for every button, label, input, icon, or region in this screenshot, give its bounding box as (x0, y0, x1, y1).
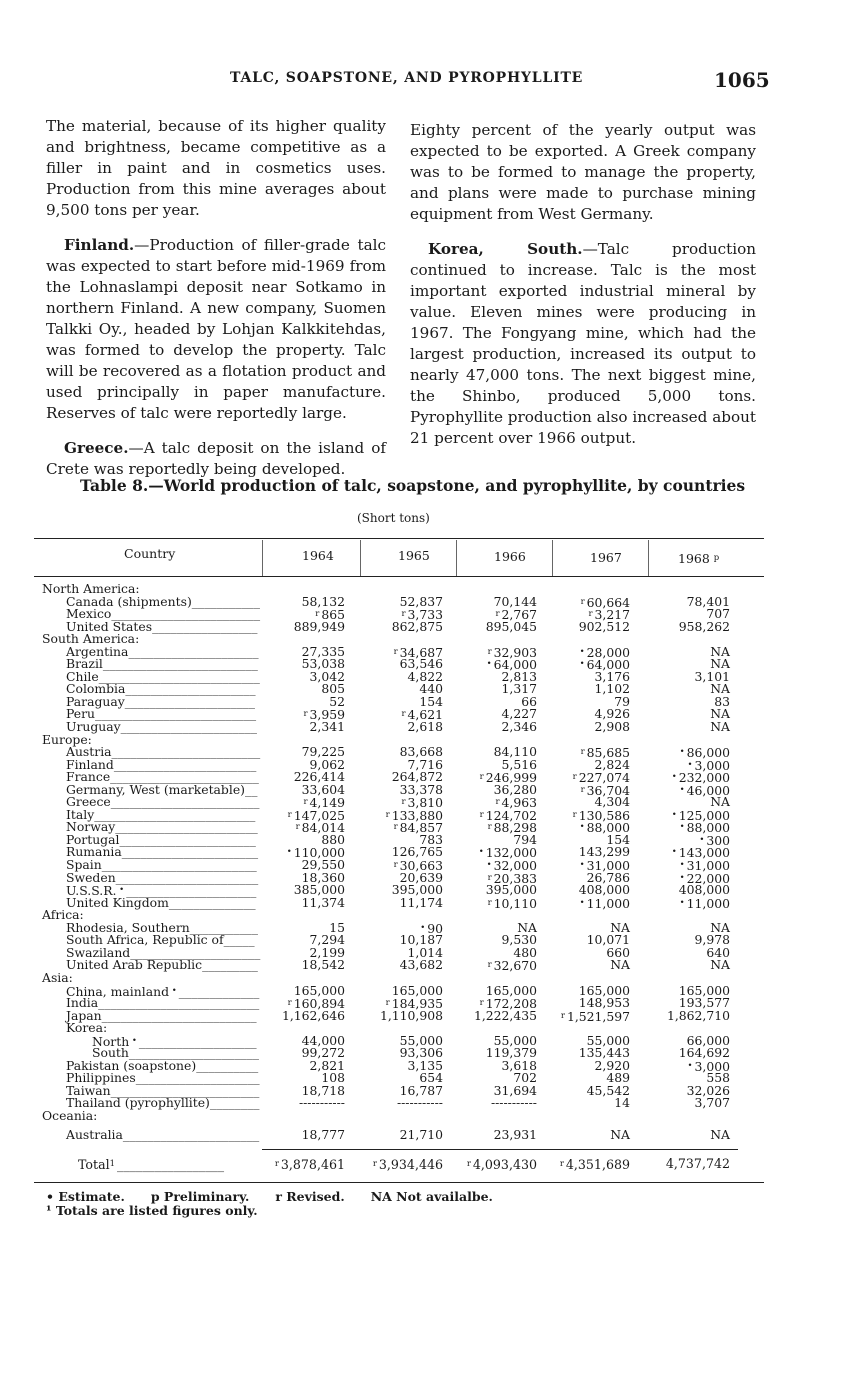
value-cell: $^r$ 124,702 (479, 807, 537, 823)
country-label: Colombia_____________________ (66, 681, 256, 697)
value-cell: $^r$ 85,685 (580, 745, 630, 761)
value-cell: • 88,000 (579, 820, 630, 836)
value-cell: 1,862,710 (666, 1007, 730, 1023)
value-cell: • 64,000 (579, 657, 630, 673)
value-cell: 154 (419, 693, 443, 709)
table-top-rule (34, 538, 764, 539)
value-cell: 1,110,908 (379, 1007, 443, 1023)
country-label: Brazil_________________________ (66, 656, 258, 672)
value-cell: 4,227 (501, 706, 537, 722)
value-cell: • 132,000 (478, 845, 537, 861)
value-cell: $^r$ 34,687 (393, 644, 443, 660)
value-cell: • 46,000 (679, 782, 730, 798)
total-1966: $^r$ 4,093,430 (466, 1157, 537, 1172)
table-title: Table 8.—World production of talc, soapstone, and pyrophyllite, by countries (80, 476, 746, 495)
value-cell: 2,821 (309, 1057, 345, 1073)
country-label: Greece________________________ (66, 794, 260, 810)
value-cell: 2,618 (407, 719, 443, 735)
header-country: Country (124, 546, 176, 561)
value-cell: 395,000 (485, 882, 537, 898)
value-cell: 3,176 (594, 668, 630, 684)
value-cell: $^r$ 1,521,597 (560, 1008, 630, 1024)
country-label: Uruguay______________________ (66, 719, 257, 735)
header-1968: 1968 $^p$ (678, 551, 720, 566)
value-cell: NA (710, 719, 730, 735)
value-cell: 264,872 (391, 769, 443, 785)
total-rule (262, 1149, 738, 1150)
value-cell: • 3,000 (687, 1058, 730, 1074)
value-cell: 702 (513, 1070, 537, 1086)
total-1967: $^r$ 4,351,689 (559, 1157, 630, 1172)
paragraph: Eighty percent of the yearly output was expected to be exported. A Greek company was to be formed to manage the property, and plans were made to purchase mining equipment from West Germany. (410, 121, 756, 223)
value-cell: 66 (521, 693, 537, 709)
value-cell: 880 (321, 831, 345, 847)
country-label: France________________________ (66, 769, 259, 785)
value-cell: $^r$ 60,664 (580, 594, 630, 610)
value-cell: 9,978 (694, 932, 730, 948)
value-cell: 66,000 (686, 1032, 730, 1048)
country-row (0, 1097, 859, 1110)
value-cell: 1,014 (407, 944, 443, 960)
table-body (0, 583, 859, 1141)
value-cell: • 11,000 (679, 895, 730, 911)
value-cell: $^r$ 32,670 (487, 958, 537, 974)
country-label: Chile__________________________ (66, 668, 260, 684)
country-label: Spain_________________________ (66, 857, 257, 873)
country-label: South_____________________ (92, 1045, 259, 1061)
value-cell: 18,542 (301, 957, 345, 973)
value-cell: 44,000 (301, 1032, 345, 1048)
value-cell: 52,837 (399, 593, 443, 609)
paragraph-greece: Greece.—A talc deposit on the island of Crete was reportedly being developed. (46, 439, 386, 478)
value-cell: 26,786 (586, 869, 630, 885)
value-cell: 385,000 (293, 882, 345, 898)
value-cell: 20,639 (399, 869, 443, 885)
value-cell: 58,132 (301, 593, 345, 609)
column-divider (456, 540, 457, 576)
value-cell: 79,225 (301, 744, 345, 760)
header-1964: 1964 (302, 548, 334, 563)
value-cell: $^r$ 3,959 (303, 707, 345, 723)
value-cell: 143,299 (578, 844, 630, 860)
value-cell: 654 (419, 1070, 443, 1086)
value-cell: 9,530 (501, 932, 537, 948)
value-cell: 126,765 (391, 844, 443, 860)
value-cell: 10,071 (586, 932, 630, 948)
value-cell: NA (710, 643, 730, 659)
value-cell: $^r$ 4,621 (401, 707, 443, 723)
value-cell: $^r$ 4,149 (303, 795, 345, 811)
value-cell: ----------- (490, 1095, 537, 1111)
paragraph-korea: Korea, South.—Talc production continued to increase. Talc is the most important exported industrial mineral by value. Eleven mines were producing in 1967. The Fongyang mine, which had the largest production, increased its output to nearly 47,000 tons. The next biggest mine, the Shinbo, produced 5,000 tons. Pyrophyllite production also increased about 21 percent over 1966 output. (410, 240, 756, 447)
value-cell: 93,306 (399, 1045, 443, 1061)
table-header-rule (34, 576, 764, 577)
value-cell: 7,716 (407, 756, 443, 772)
value-cell: 165,000 (391, 982, 443, 998)
value-cell: $^r$ 3,810 (401, 795, 443, 811)
value-cell: 3,101 (694, 668, 730, 684)
value-cell: 3,042 (309, 668, 345, 684)
country-label: Australia______________________ (66, 1126, 260, 1142)
country-row (0, 1007, 859, 1024)
value-cell: 408,000 (578, 882, 630, 898)
country-row (0, 1126, 859, 1142)
value-cell: 902,512 (578, 618, 630, 634)
total-1965: $^r$ 3,934,446 (372, 1157, 443, 1172)
country-label: Germany, West (marketable)__ (66, 781, 258, 797)
country-label: India__________________________ (66, 995, 260, 1011)
country-label: China, mainland • _____________ (66, 983, 260, 999)
value-cell: $^r$ 3,217 (588, 607, 630, 623)
value-cell: 4,304 (594, 794, 630, 810)
value-cell: 660 (606, 944, 630, 960)
value-cell: 4,926 (594, 706, 630, 722)
value-cell: ----------- (396, 1095, 443, 1111)
value-cell: 32,026 (686, 1082, 730, 1098)
value-cell: • 110,000 (286, 845, 345, 861)
country-label: U.S.S.R. • _____________________ (66, 883, 257, 899)
value-cell: $^r$ 184,935 (385, 996, 443, 1012)
value-cell: • 86,000 (679, 745, 730, 761)
value-cell: 480 (513, 944, 537, 960)
value-cell: $^r$ 172,208 (479, 996, 537, 1012)
value-cell: • 32,000 (486, 858, 537, 874)
country-label: Peru__________________________ (66, 706, 257, 722)
value-cell: $^r$ 88,298 (487, 820, 537, 836)
value-cell: 165,000 (485, 982, 537, 998)
total-1968: 4,737,742 (665, 1156, 730, 1171)
value-cell: 2,346 (501, 719, 537, 735)
value-cell: $^r$ 4,963 (495, 795, 537, 811)
value-cell: $^r$ 130,586 (572, 807, 630, 823)
value-cell: 165,000 (578, 982, 630, 998)
value-cell: • 88,000 (679, 820, 730, 836)
value-cell: 3,707 (694, 1095, 730, 1111)
country-label: South Africa, Republic of_____ (66, 932, 255, 948)
value-cell: 18,360 (301, 869, 345, 885)
value-cell: $^r$ 3,733 (401, 607, 443, 623)
value-cell: 193,577 (678, 995, 730, 1011)
value-cell: 63,546 (399, 656, 443, 672)
value-cell: 2,824 (594, 756, 630, 772)
value-cell: • 232,000 (671, 770, 730, 786)
value-cell: • 31,000 (679, 858, 730, 874)
value-cell: 9,062 (309, 756, 345, 772)
value-cell: 165,000 (293, 982, 345, 998)
value-cell: • 125,000 (671, 807, 730, 823)
value-cell: 11,174 (399, 894, 443, 910)
column-divider (262, 540, 263, 576)
value-cell: 83,668 (399, 744, 443, 760)
value-cell: 164,692 (678, 1045, 730, 1061)
value-cell: 558 (706, 1070, 730, 1086)
value-cell: 55,000 (586, 1032, 630, 1048)
value-cell: 18,777 (301, 1126, 345, 1142)
value-cell: • 31,000 (579, 858, 630, 874)
total-row (0, 1157, 859, 1171)
value-cell: 16,787 (399, 1082, 443, 1098)
value-cell: $^r$ 2,767 (495, 607, 537, 623)
value-cell: 14 (614, 1095, 630, 1111)
value-cell: $^r$ 84,857 (393, 820, 443, 836)
country-label: Asia: (42, 969, 73, 985)
total-1964: $^r$ 3,878,461 (274, 1157, 345, 1172)
value-cell: 226,414 (293, 769, 345, 785)
value-cell: • 64,000 (486, 657, 537, 673)
value-cell: 895,045 (485, 618, 537, 634)
value-cell: 52 (329, 693, 345, 709)
value-cell: 489 (606, 1070, 630, 1086)
value-cell: 31,694 (493, 1082, 537, 1098)
value-cell: $^r$ 133,880 (385, 807, 443, 823)
value-cell: NA (610, 957, 630, 973)
country-label: Rhodesia, Southern___________ (66, 919, 258, 935)
value-cell: • 143,000 (671, 845, 730, 861)
value-cell: 2,341 (309, 719, 345, 735)
value-cell: 79 (614, 693, 630, 709)
country-label: United Kingdom______________ (66, 894, 256, 910)
value-cell: NA (710, 957, 730, 973)
country-label: Korea: (66, 1020, 108, 1036)
value-cell: 1,162,646 (281, 1007, 345, 1023)
country-label: Portugal______________________ (66, 831, 256, 847)
value-cell: 4,822 (407, 668, 443, 684)
country-label: Taiwan________________________ (66, 1082, 260, 1098)
country-label: Africa: (42, 907, 84, 923)
paragraph-finland: Finland.—Production of filler-grade talc was expected to start before mid-1969 from the Lohnaslampi deposit near Sotkamo in northern Finland. A new company, Suomen Talkki Oy., headed by Lohjan Kalkkitehdas, was formed to develop the property. Talc will be recovered as a flotation product and used principally in paper manufacture. Reserves of talc were reportedly large. (46, 236, 386, 422)
column-divider (552, 540, 553, 576)
footnote-revised: r Revised. (275, 1189, 345, 1204)
value-cell: 55,000 (399, 1032, 443, 1048)
value-cell: • 90 (420, 920, 443, 936)
value-cell: $^r$ 147,025 (287, 807, 345, 823)
value-cell: $^r$ 246,999 (479, 770, 537, 786)
value-cell: $^r$ 20,383 (487, 870, 537, 886)
value-cell: • 22,000 (679, 870, 730, 886)
value-cell: 395,000 (391, 882, 443, 898)
country-label: Norway_______________________ (66, 819, 258, 835)
value-cell: NA (610, 1126, 630, 1142)
header-1966: 1966 (494, 549, 526, 564)
value-cell: $^r$ 160,894 (287, 996, 345, 1012)
country-row (0, 721, 859, 734)
value-cell: $^r$ 32,903 (487, 644, 537, 660)
table-bottom-rule (34, 1182, 764, 1183)
country-label: Swaziland_____________________ (66, 944, 261, 960)
value-cell: ----------- (298, 1095, 345, 1111)
value-cell: NA (517, 919, 537, 935)
right-text-column (410, 120, 756, 463)
footnote-totals: ¹ Totals are listed figures only. (46, 1203, 258, 1218)
value-cell: 10,187 (399, 932, 443, 948)
value-cell: $^r$ 865 (315, 607, 345, 623)
value-cell: 27,335 (301, 643, 345, 659)
value-cell: 5,516 (501, 756, 537, 772)
running-header: TALC, SOAPSTONE, AND PYROPHYLLITE (230, 70, 584, 86)
value-cell: NA (710, 706, 730, 722)
value-cell: 958,262 (678, 618, 730, 634)
value-cell: 408,000 (678, 882, 730, 898)
country-label: Canada (shipments)___________ (66, 593, 260, 609)
value-cell: $^r$ 84,014 (295, 820, 345, 836)
value-cell: 2,920 (594, 1057, 630, 1073)
value-cell: 108 (321, 1070, 345, 1086)
value-cell: 33,378 (399, 781, 443, 797)
value-cell: • 3,000 (687, 757, 730, 773)
country-label: Pakistan (soapstone)__________ (66, 1057, 259, 1073)
value-cell: 440 (419, 681, 443, 697)
country-row (0, 894, 859, 911)
country-label: Finland_______________________ (66, 756, 257, 772)
value-cell: 23,931 (493, 1126, 537, 1142)
country-label: Paraguay_____________________ (66, 693, 255, 709)
footnote-na: NA Not availalbe. (370, 1189, 493, 1204)
country-label: Rumania______________________ (66, 844, 259, 860)
value-cell: 11,374 (301, 894, 345, 910)
value-cell: 83 (714, 693, 730, 709)
value-cell: 135,443 (578, 1045, 630, 1061)
paragraph: The material, because of its higher quality and brightness, became competitive as a filler in paint and in cosmetics uses. Production from this mine averages about 9,500 tons per year. (46, 117, 386, 219)
value-cell: 2,813 (501, 668, 537, 684)
region-row (0, 1107, 859, 1123)
value-cell: 43,682 (399, 957, 443, 973)
country-label: United Arab Republic_________ (66, 957, 258, 973)
value-cell: 18,718 (301, 1082, 345, 1098)
value-cell: 165,000 (678, 982, 730, 998)
value-cell: 2,199 (309, 944, 345, 960)
left-text-column (46, 116, 386, 494)
value-cell: 99,272 (301, 1045, 345, 1061)
country-label: United States_________________ (66, 618, 258, 634)
footnotes (46, 1190, 519, 1218)
value-cell: 148,953 (578, 995, 630, 1011)
country-label: Europe: (42, 731, 92, 747)
value-cell: 783 (419, 831, 443, 847)
country-label: North • ___________________ (92, 1033, 257, 1049)
value-cell: NA (710, 681, 730, 697)
table-unit: (Short tons) (357, 511, 430, 525)
value-cell: 707 (706, 606, 730, 622)
country-label: Japan_________________________ (66, 1007, 257, 1023)
value-cell: 640 (706, 944, 730, 960)
value-cell: $^r$ 36,704 (580, 782, 630, 798)
value-cell: 119,379 (485, 1045, 537, 1061)
value-cell: NA (710, 919, 730, 935)
value-cell: 78,401 (686, 593, 730, 609)
country-label: South America: (42, 631, 140, 647)
value-cell: 45,542 (586, 1082, 630, 1098)
value-cell: 21,710 (399, 1126, 443, 1142)
value-cell: 794 (513, 831, 537, 847)
value-cell: • 28,000 (579, 644, 630, 660)
footnote-preliminary: p Preliminary. (150, 1189, 250, 1204)
value-cell: 3,135 (407, 1057, 443, 1073)
value-cell: 3,618 (501, 1057, 537, 1073)
value-cell: • 11,000 (579, 895, 630, 911)
country-label: Italy__________________________ (66, 806, 256, 822)
value-cell: 1,317 (501, 681, 537, 697)
country-label: Austria________________________ (66, 744, 261, 760)
column-divider (648, 540, 649, 576)
value-cell: 805 (321, 681, 345, 697)
value-cell: 154 (606, 831, 630, 847)
value-cell: 29,550 (301, 857, 345, 873)
header-1967: 1967 (590, 550, 622, 565)
value-cell: $^r$ 30,663 (393, 858, 443, 874)
country-row (0, 959, 859, 972)
value-cell: 1,102 (594, 681, 630, 697)
value-cell: 55,000 (493, 1032, 537, 1048)
footnote-estimate: • Estimate. (46, 1189, 125, 1204)
country-label: Philippines____________________ (66, 1070, 260, 1086)
country-label: Oceania: (42, 1107, 98, 1123)
value-cell: 70,144 (493, 593, 537, 609)
country-label: North America: (42, 581, 140, 596)
total-label: Total$^1$ _________________ (78, 1157, 225, 1172)
value-cell: 53,038 (301, 656, 345, 672)
country-label: Thailand (pyrophyllite)________ (66, 1095, 260, 1111)
header-1965: 1965 (398, 548, 430, 563)
value-cell: 889,949 (293, 618, 345, 634)
country-label: Argentina_____________________ (66, 643, 259, 659)
value-cell: NA (610, 919, 630, 935)
page-number: 1065 (714, 68, 770, 92)
value-cell: • 300 (699, 832, 730, 848)
value-cell: 7,294 (309, 932, 345, 948)
value-cell: 862,875 (391, 618, 443, 634)
value-cell: NA (710, 794, 730, 810)
value-cell: $^r$ 227,074 (572, 770, 630, 786)
value-cell: 15 (329, 919, 345, 935)
country-label: Mexico________________________ (66, 606, 261, 622)
value-cell: 1,222,435 (473, 1007, 537, 1023)
column-divider (360, 540, 361, 576)
value-cell: NA (710, 656, 730, 672)
value-cell: 2,908 (594, 719, 630, 735)
value-cell: NA (710, 1126, 730, 1142)
value-cell: $^r$ 10,110 (487, 895, 537, 911)
value-cell: 33,604 (301, 781, 345, 797)
country-label: Sweden_______________________ (66, 869, 259, 885)
value-cell: 36,280 (493, 781, 537, 797)
value-cell: 84,110 (493, 744, 537, 760)
